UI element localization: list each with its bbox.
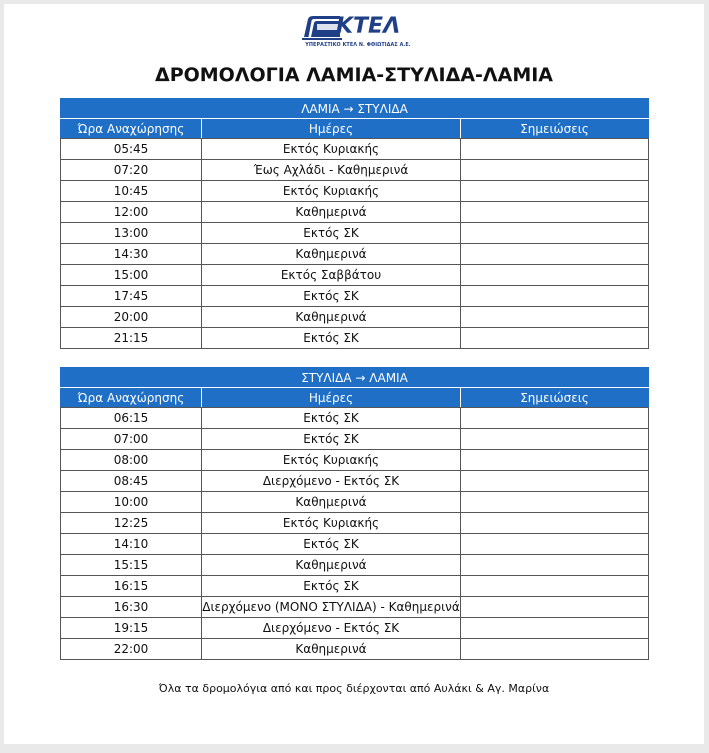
departure-time-cell: 08:45	[61, 471, 202, 492]
outbound-route-title: ΛΑΜΙΑ → ΣΤΥΛΙΔΑ	[61, 99, 649, 119]
notes-cell	[461, 223, 649, 244]
days-cell: Εκτός Σαββάτου	[202, 265, 461, 286]
days-cell: Καθημερινά	[202, 639, 461, 660]
table-row	[61, 429, 649, 450]
table-row	[61, 639, 649, 660]
notes-cell	[461, 618, 649, 639]
table-row	[61, 555, 649, 576]
document-page	[4, 4, 704, 744]
departure-time-cell: 14:10	[61, 534, 202, 555]
days-cell: Καθημερινά	[202, 307, 461, 328]
days-cell: Εκτός Κυριακής	[202, 513, 461, 534]
days-cell: Εκτός ΣΚ	[202, 286, 461, 307]
table-row	[61, 597, 649, 618]
outbound-rows	[61, 139, 649, 349]
table-row	[61, 513, 649, 534]
table-row	[61, 408, 649, 429]
notes-cell	[461, 639, 649, 660]
departure-time-cell: 16:15	[61, 576, 202, 597]
notes-cell	[461, 555, 649, 576]
departure-time-cell: 07:00	[61, 429, 202, 450]
departure-time-cell: 14:30	[61, 244, 202, 265]
departure-time-cell: 15:00	[61, 265, 202, 286]
departure-time-cell: 06:15	[61, 408, 202, 429]
departure-time-cell: 10:00	[61, 492, 202, 513]
table-row	[61, 160, 649, 181]
logo-wordmark: ΚΤΕΛ	[336, 14, 401, 39]
notes-column-header: Σημειώσεις	[461, 388, 649, 408]
inbound-rows	[61, 408, 649, 660]
days-cell: Εκτός ΣΚ	[202, 576, 461, 597]
table-row	[61, 223, 649, 244]
notes-cell	[461, 597, 649, 618]
days-cell: Εκτός ΣΚ	[202, 223, 461, 244]
notes-cell	[461, 408, 649, 429]
departure-time-cell: 19:15	[61, 618, 202, 639]
days-cell: Εκτός ΣΚ	[202, 429, 461, 450]
days-cell: Εκτός Κυριακής	[202, 181, 461, 202]
notes-cell	[461, 450, 649, 471]
page-title: ΔΡΟΜΟΛΟΓΙΑ ΛΑΜΙΑ-ΣΤΥΛΙΔΑ-ΛΑΜΙΑ	[154, 64, 554, 86]
table-row	[61, 492, 649, 513]
table-row	[61, 471, 649, 492]
days-cell: Εκτός ΣΚ	[202, 328, 461, 349]
departure-time-cell: 22:00	[61, 639, 202, 660]
days-column-header: Ημέρες	[202, 119, 461, 139]
notes-cell	[461, 534, 649, 555]
days-cell: Καθημερινά	[202, 244, 461, 265]
departure-time-cell: 20:00	[61, 307, 202, 328]
table-row	[61, 265, 649, 286]
notes-cell	[461, 139, 649, 160]
departure-time-cell: 21:15	[61, 328, 202, 349]
inbound-schedule-table	[60, 367, 649, 660]
days-cell: Καθημερινά	[202, 555, 461, 576]
notes-cell	[461, 244, 649, 265]
table-row	[61, 139, 649, 160]
notes-cell	[461, 576, 649, 597]
table-row	[61, 328, 649, 349]
notes-column-header: Σημειώσεις	[461, 119, 649, 139]
ktel-logo	[302, 15, 414, 51]
logo-subtitle: ΥΠΕΡΑΣΤΙΚΟ ΚΤΕΛ Ν. ΦΘΙΩΤΙΔΑΣ Α.Ε.	[305, 42, 411, 48]
departure-time-cell: 13:00	[61, 223, 202, 244]
departure-time-cell: 10:45	[61, 181, 202, 202]
departure-time-cell: 12:25	[61, 513, 202, 534]
table-row	[61, 181, 649, 202]
route-footnote: Όλα τα δρομολόγια από και προς διέρχονται από Αυλάκι & Αγ. Μαρίνα	[158, 682, 550, 695]
notes-cell	[461, 181, 649, 202]
outbound-schedule-table	[60, 98, 649, 349]
departure-time-cell: 08:00	[61, 450, 202, 471]
notes-cell	[461, 307, 649, 328]
inbound-route-title: ΣΤΥΛΙΔΑ → ΛΑΜΙΑ	[61, 368, 649, 388]
table-row	[61, 307, 649, 328]
notes-cell	[461, 286, 649, 307]
days-cell: Διερχόμενο - Εκτός ΣΚ	[202, 471, 461, 492]
departure-time-cell: 12:00	[61, 202, 202, 223]
days-cell: Εκτός Κυριακής	[202, 450, 461, 471]
days-cell: Καθημερινά	[202, 492, 461, 513]
table-row	[61, 286, 649, 307]
days-cell: Εκτός ΣΚ	[202, 408, 461, 429]
departure-time-cell: 05:45	[61, 139, 202, 160]
departure-time-cell: 15:15	[61, 555, 202, 576]
table-row	[61, 450, 649, 471]
notes-cell	[461, 492, 649, 513]
days-cell: Εκτός Κυριακής	[202, 139, 461, 160]
days-cell: Έως Αχλάδι - Καθημερινά	[202, 160, 461, 181]
notes-cell	[461, 202, 649, 223]
notes-cell	[461, 471, 649, 492]
notes-cell	[461, 513, 649, 534]
departure-time-cell: 16:30	[61, 597, 202, 618]
notes-cell	[461, 160, 649, 181]
table-row	[61, 244, 649, 265]
notes-cell	[461, 429, 649, 450]
departure-time-cell: 17:45	[61, 286, 202, 307]
departure-column-header: Ώρα Αναχώρησης	[61, 388, 202, 408]
departure-time-cell: 07:20	[61, 160, 202, 181]
notes-cell	[461, 328, 649, 349]
days-column-header: Ημέρες	[202, 388, 461, 408]
departure-column-header: Ώρα Αναχώρησης	[61, 119, 202, 139]
table-row	[61, 202, 649, 223]
days-cell: Διερχόμενο (ΜΟΝΟ ΣΤΥΛΙΔΑ) - Καθημερινά	[202, 597, 461, 618]
days-cell: Εκτός ΣΚ	[202, 534, 461, 555]
table-row	[61, 576, 649, 597]
days-cell: Διερχόμενο - Εκτός ΣΚ	[202, 618, 461, 639]
table-row	[61, 534, 649, 555]
notes-cell	[461, 265, 649, 286]
table-row	[61, 618, 649, 639]
days-cell: Καθημερινά	[202, 202, 461, 223]
